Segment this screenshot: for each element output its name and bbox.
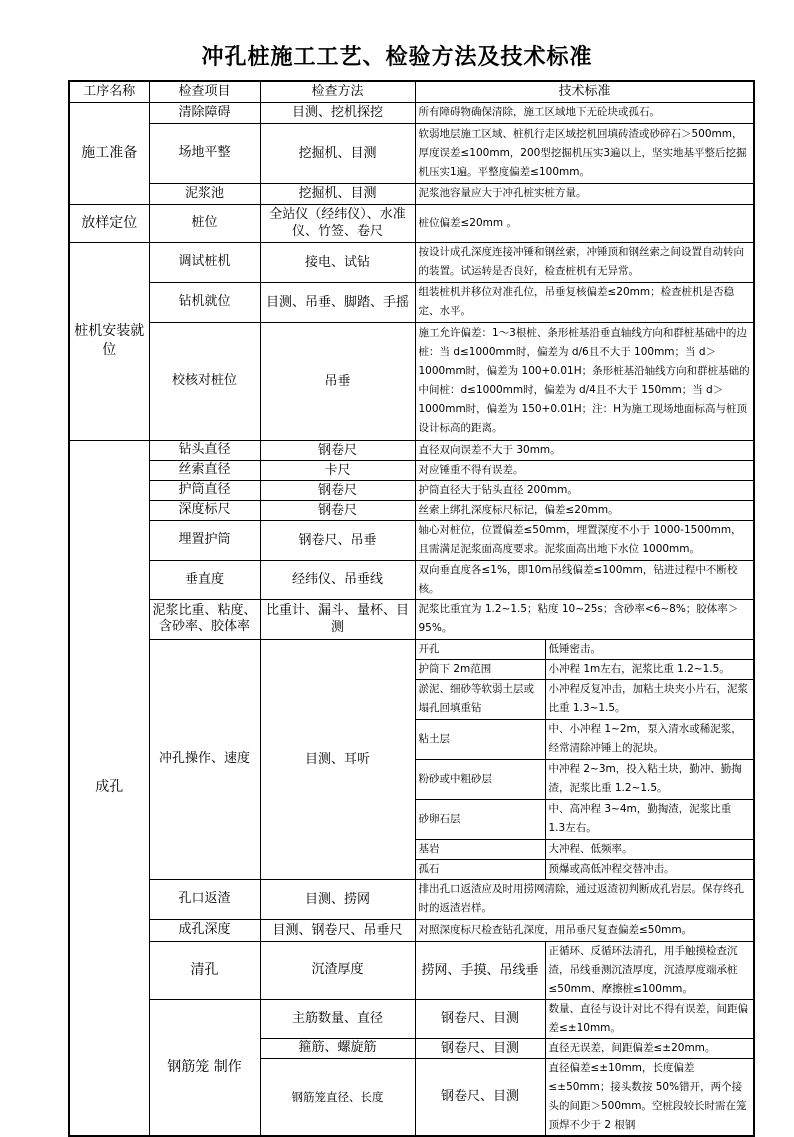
check-method: 目测、钢卷尺、吊垂尺 <box>260 919 415 941</box>
check-method: 捞网、手摸、吊线垂 <box>415 941 545 999</box>
table-row <box>69 941 754 999</box>
tech-standard: 轴心对桩位，位置偏差≤50mm，埋置深度不小于 1000-1500mm，且需满足泥浆面高度要求。泥浆面高出地下水位 1000mm。 <box>415 520 754 560</box>
layer-standard: 中冲程 2~3m，投入粘土块，勤冲、勤掏渣，泥浆比重 1.2~1.5。 <box>545 759 754 799</box>
inspection-table <box>68 80 755 1137</box>
soil-layer: 砂卵石层 <box>415 799 545 839</box>
tech-standard: 泥浆池容量应大于冲孔桩实桩方量。 <box>415 183 754 204</box>
table-row <box>69 879 754 919</box>
soil-layer: 粉砂或中粗砂层 <box>415 759 545 799</box>
table-row <box>69 500 754 520</box>
table-row <box>69 102 754 123</box>
check-method: 卡尺 <box>260 460 415 480</box>
check-item: 钻机就位 <box>149 282 260 322</box>
header-item: 检查项目 <box>149 81 260 102</box>
table-row <box>69 123 754 183</box>
process-group: 桩机安装就位 <box>69 242 149 440</box>
check-method: 目测、捞网 <box>260 879 415 919</box>
check-item: 钻头直径 <box>149 440 260 460</box>
layer-standard: 预爆或高低冲程交替冲击。 <box>545 859 754 879</box>
check-item: 桩位 <box>149 204 260 242</box>
check-method: 钢卷尺、吊垂 <box>260 520 415 560</box>
table-row <box>69 242 754 282</box>
tech-standard: 软弱地层施工区域、桩机行走区域挖机回填砖渣或砂碎石＞500mm，厚度误差≤100mm，200型挖掘机压实3遍以上，坚实地基平整后挖掘机压实1遍。平整度偏差≤100mm。 <box>415 123 754 183</box>
header-method: 检查方法 <box>260 81 415 102</box>
table-row <box>69 480 754 500</box>
check-method: 接电、试钻 <box>260 242 415 282</box>
layer-standard: 中、高冲程 3~4m，勤掏渣，泥浆比重 1.3左右。 <box>545 799 754 839</box>
check-method: 目测、耳听 <box>260 639 415 879</box>
soil-layer: 护筒下 2m范围 <box>415 659 545 679</box>
layer-standard: 大冲程、低频率。 <box>545 839 754 859</box>
check-method: 目测、挖机探挖 <box>260 102 415 123</box>
soil-layer: 基岩 <box>415 839 545 859</box>
layer-standard: 中、小冲程 1~2m，泵入清水或稀泥浆，经常清除冲锤上的泥块。 <box>545 719 754 759</box>
process-group: 清孔 <box>149 941 260 999</box>
table-row <box>69 204 754 242</box>
layer-standard: 小冲程反复冲击，加粘土块夹小片石，泥浆比重 1.3~1.5。 <box>545 679 754 719</box>
check-item: 成孔深度 <box>149 919 260 941</box>
table-row <box>69 183 754 204</box>
tech-standard: 护筒直径大于钻头直径 200mm。 <box>415 480 754 500</box>
header-standard: 技术标准 <box>415 81 754 102</box>
check-method: 目测、吊垂、脚踏、手摇 <box>260 282 415 322</box>
tech-standard: 数量、直径与设计对比不得有误差，间距偏差≤±10mm。 <box>545 999 754 1038</box>
process-group: 施工准备 <box>69 102 149 204</box>
tech-standard: 直径双向误差不大于 30mm。 <box>415 440 754 460</box>
check-item: 钢筋笼直径、长度 <box>260 1058 415 1136</box>
check-method: 经纬仪、吊垂线 <box>260 560 415 599</box>
layer-standard: 小冲程 1m左右，泥浆比重 1.2~1.5。 <box>545 659 754 679</box>
table-row <box>69 999 754 1038</box>
tech-standard: 组装桩机并移位对准孔位，吊垂复核偏差≤20mm；检查桩机是否稳定、水平。 <box>415 282 754 322</box>
check-item: 垂直度 <box>149 560 260 599</box>
table-row <box>69 440 754 460</box>
check-method: 挖掘机、目测 <box>260 183 415 204</box>
check-method: 钢卷尺、目测 <box>415 1058 545 1136</box>
table-header-row <box>69 81 754 102</box>
table-row <box>69 520 754 560</box>
tech-standard: 对照深度标尺检查钻孔深度，用吊垂尺复查偏差≤50mm。 <box>415 919 754 941</box>
table-row <box>69 322 754 440</box>
soil-layer: 开孔 <box>415 639 545 659</box>
process-group: 钢筋笼 制作 <box>149 999 260 1136</box>
check-item: 丝索直径 <box>149 460 260 480</box>
check-item: 校核对桩位 <box>149 322 260 440</box>
soil-layer: 孤石 <box>415 859 545 879</box>
check-item: 孔口返渣 <box>149 879 260 919</box>
table-row <box>69 560 754 599</box>
check-item: 箍筋、螺旋筋 <box>260 1038 415 1058</box>
page-title: 冲孔桩施工工艺、检验方法及技术标准 <box>201 44 593 70</box>
check-method: 钢卷尺、目测 <box>415 1038 545 1058</box>
check-item: 沉渣厚度 <box>260 941 415 999</box>
table-row <box>69 282 754 322</box>
soil-layer: 粘土层 <box>415 719 545 759</box>
check-method: 吊垂 <box>260 322 415 440</box>
layer-standard: 低锤密击。 <box>545 639 754 659</box>
tech-standard: 丝索上绑扎深度标尺标记，偏差≤20mm。 <box>415 500 754 520</box>
check-item: 主筋数量、直径 <box>260 999 415 1038</box>
tech-standard: 对应锤重不得有误差。 <box>415 460 754 480</box>
check-method: 钢卷尺、目测 <box>415 999 545 1038</box>
table-row <box>69 460 754 480</box>
process-group: 成孔 <box>69 440 149 1136</box>
tech-standard: 施工允许偏差：1～3根桩、条形桩基沿垂直轴线方向和群桩基础中的边桩：当 d≤1000mm时，偏差为 d/6且不大于 100mm；当 d＞1000mm时，偏差为 100+0.01H；条形桩基沿轴线方向和群桩基础的中间桩：d≤1000mm时，偏差为 d/4且不大于 150mm；当 d＞1000mm时，偏差为 150+0.01H；注：H为施工现场地面标高与桩顶设计标高的距离。 <box>415 322 754 440</box>
check-item: 冲孔操作、速度 <box>149 639 260 879</box>
check-item: 泥浆比重、粘度、含砂率、胶体率 <box>149 599 260 639</box>
check-item: 护筒直径 <box>149 480 260 500</box>
check-item: 泥浆池 <box>149 183 260 204</box>
check-method: 钢卷尺 <box>260 440 415 460</box>
check-method: 钢卷尺 <box>260 500 415 520</box>
check-item: 调试桩机 <box>149 242 260 282</box>
tech-standard: 直径偏差≤±10mm，长度偏差≤±50mm；接头数按 50%错开，两个接头的间距＞500mm。空桩段较长时需在笼顶焊不少于 2 根钢 <box>545 1058 754 1136</box>
tech-standard: 直径无误差，间距偏差≤±20mm。 <box>545 1038 754 1058</box>
check-method: 钢卷尺 <box>260 480 415 500</box>
tech-standard: 桩位偏差≤20mm 。 <box>415 204 754 242</box>
tech-standard: 排出孔口返渣应及时用捞网清除，通过返渣初判断成孔岩层。保存终孔时的返渣岩样。 <box>415 879 754 919</box>
tech-standard: 双向垂直度各≤1%，即10m吊线偏差≤100mm，钻进过程中不断校核。 <box>415 560 754 599</box>
tech-standard: 按设计成孔深度连接冲锤和钢丝索，冲锤顶和钢丝索之间设置自动转向的装置。试运转是否良好，检查桩机有无异常。 <box>415 242 754 282</box>
tech-standard: 所有障碍物确保清除，施工区域地下无砼块或孤石。 <box>415 102 754 123</box>
soil-layer: 淤泥、细砂等软弱土层或塌孔回填重钻 <box>415 679 545 719</box>
check-item: 深度标尺 <box>149 500 260 520</box>
table-row <box>69 599 754 639</box>
header-process: 工序名称 <box>69 81 149 102</box>
check-method: 挖掘机、目测 <box>260 123 415 183</box>
table-row <box>69 919 754 941</box>
check-method: 比重计、漏斗、量杯、目测 <box>260 599 415 639</box>
check-method: 全站仪（经纬仪）、水准仪、竹签、卷尺 <box>260 204 415 242</box>
tech-standard: 泥浆比重宜为 1.2~1.5；粘度 10~25s；含砂率<6~8%；胶体率＞95%。 <box>415 599 754 639</box>
process-group: 放样定位 <box>69 204 149 242</box>
check-item: 场地平整 <box>149 123 260 183</box>
table-row <box>69 639 754 659</box>
check-item: 清除障碍 <box>149 102 260 123</box>
tech-standard: 正循环、反循环法清孔，用手触摸检查沉渣，吊线垂测沉渣厚度，沉渣厚度端承桩≤50mm、摩擦桩≤100mm。 <box>545 941 754 999</box>
check-item: 埋置护筒 <box>149 520 260 560</box>
